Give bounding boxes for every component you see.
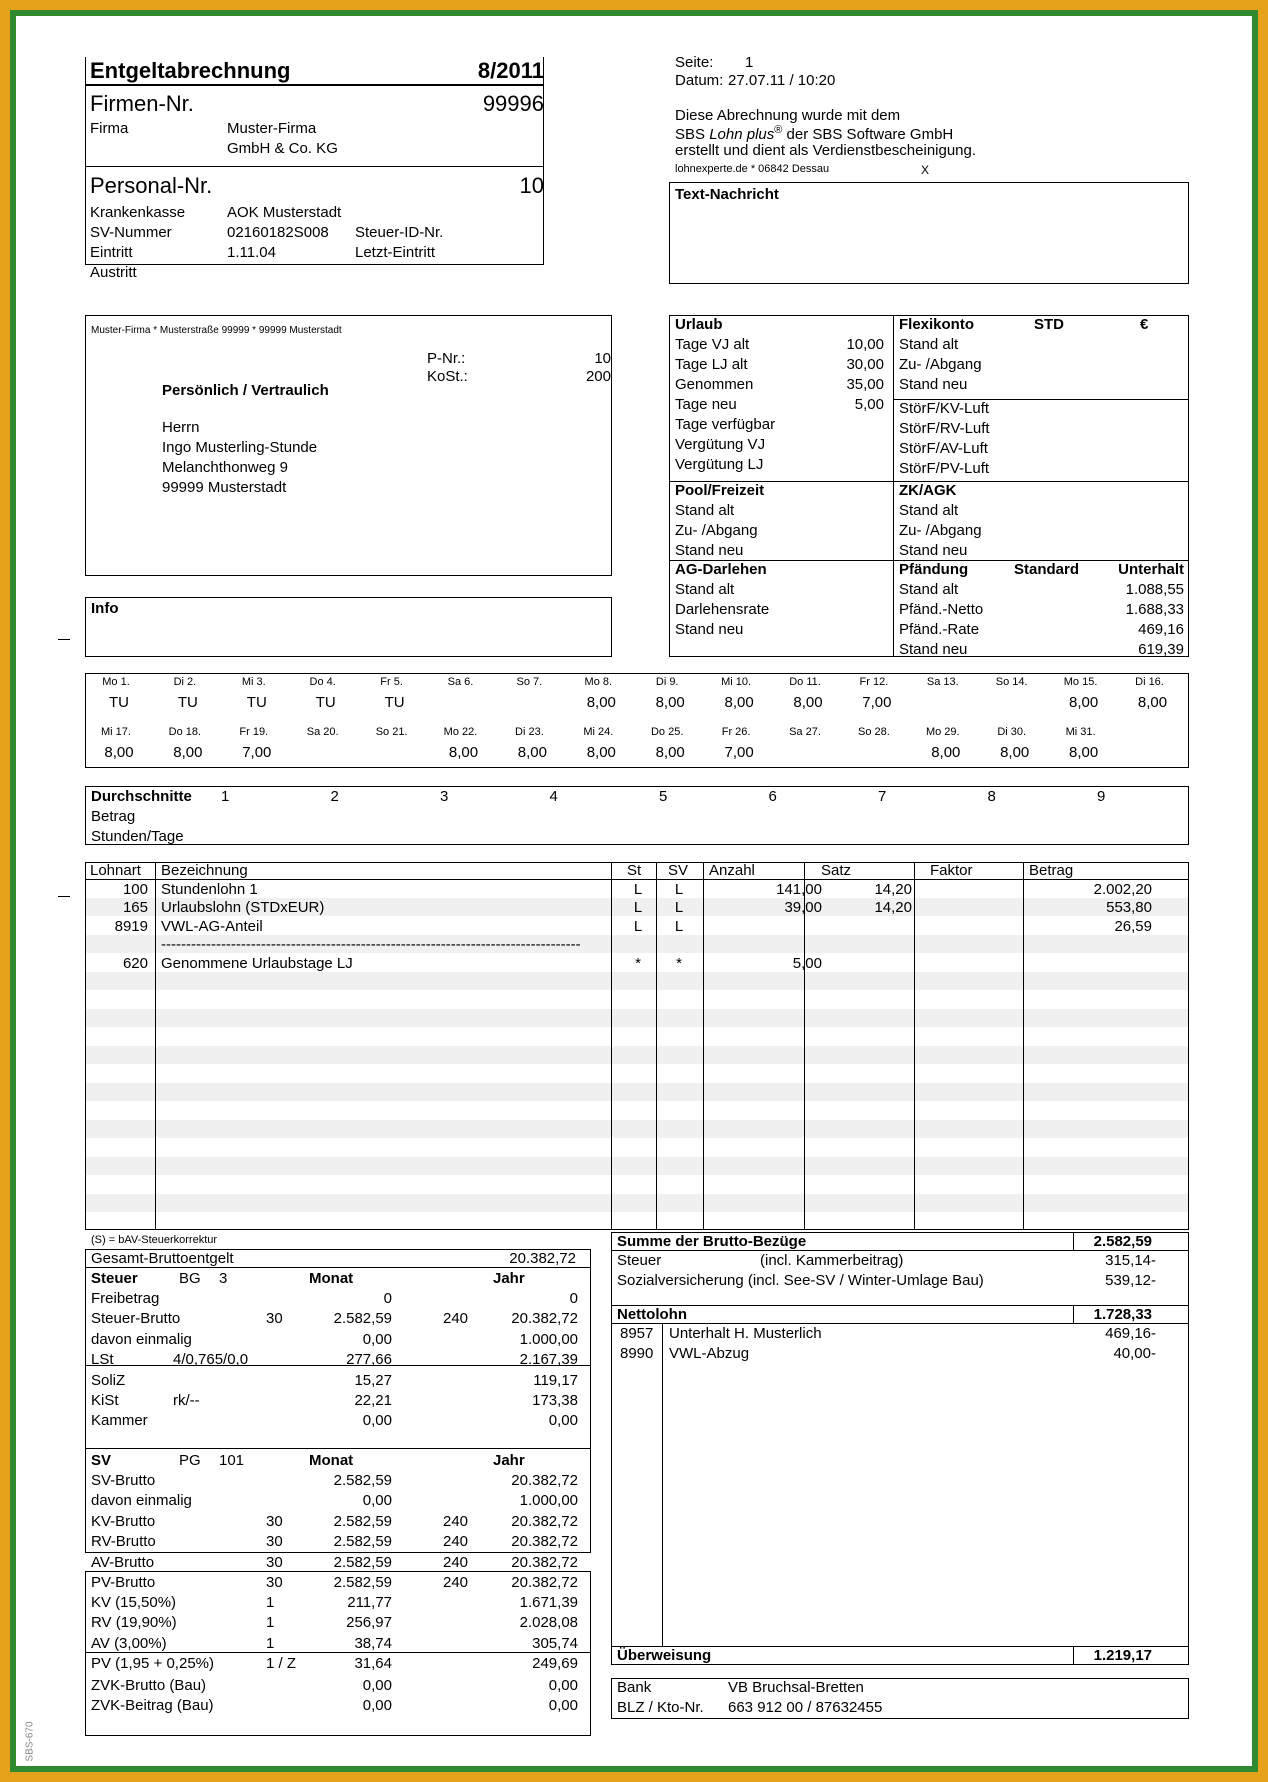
sv-row-tage-jahr: 240 (443, 1574, 469, 1591)
calendar-day-label: Fr 26. (721, 726, 751, 738)
payslip-page (16, 16, 1252, 1766)
bank-value: VB Bruchsal-Bretten (728, 1679, 864, 1696)
leave-row-value: 30,00 (846, 356, 884, 373)
zvk-label: ZVK-Beitrag (Bau) (91, 1697, 214, 1715)
lohnart-st: L (633, 899, 643, 916)
lohnart-code: 100 (122, 881, 148, 898)
bank-label: Bank (617, 1679, 652, 1696)
pnr-label: P-Nr.: (427, 350, 466, 367)
tax-row-label: Freibetrag (91, 1290, 160, 1307)
col-faktor: Faktor (930, 862, 973, 879)
tax-row-monat: 277,66 (346, 1351, 392, 1369)
calendar-day-label: Di 23. (515, 726, 544, 738)
average-col: 1 (221, 788, 230, 805)
calendar-day-value: 8,00 (104, 744, 134, 761)
date-value: 27.07.11 / 10:20 (728, 72, 836, 89)
lohnart-sv: L (674, 899, 684, 916)
document-title: Entgeltabrechnung (90, 58, 291, 83)
firm-label: Firma (90, 120, 129, 137)
lohnart-anzahl: 141,00 (776, 881, 822, 898)
deduction-label: Unterhalt H. Musterlich (669, 1325, 822, 1342)
lohnart-sv: L (674, 881, 684, 898)
tax-row-tage: 30 (266, 1310, 283, 1328)
contrib-jahr: 2.028,08 (519, 1614, 578, 1632)
calendar-day-label: Sa 27. (789, 726, 821, 738)
averages-stunden: Stunden/Tage (91, 828, 184, 845)
calendar-day-value: 8,00 (1000, 744, 1030, 761)
info-line-3: erstellt und dient als Verdienstbescheinigung. (675, 142, 977, 159)
sv-row-monat: 2.582,59 (333, 1574, 392, 1591)
contrib-label: RV (19,90%) (91, 1614, 177, 1632)
calendar-day-value: 7,00 (862, 694, 892, 711)
pg-label: PG (179, 1452, 201, 1469)
pool-row: Stand neu (675, 542, 744, 559)
calendar-day-label: So 7. (516, 676, 543, 688)
leave-row-label: Genommen (675, 376, 754, 393)
pf-standard-head: Standard (1014, 561, 1080, 578)
flexi-row: Zu- /Abgang (899, 356, 982, 373)
leave-row-label: Tage LJ alt (675, 356, 748, 373)
eintritt-label: Eintritt (90, 244, 133, 261)
lohnart-sv: * (676, 955, 682, 972)
contrib-monat: 211,77 (347, 1594, 392, 1611)
info-mark: X (921, 163, 930, 177)
lohnart-code: 8919 (114, 918, 148, 935)
lohnart-st: L (633, 918, 643, 935)
col-lohnart: Lohnart (90, 862, 141, 879)
averages-box (85, 786, 1189, 845)
calendar-day-label: Do 11. (789, 676, 821, 688)
lohnart-satz: 14,20 (874, 899, 912, 916)
zvk-monat: 0,00 (362, 1697, 392, 1715)
average-col: 3 (440, 788, 449, 805)
period: 8/2011 (477, 58, 544, 83)
blz-label: BLZ / Kto-Nr. (617, 1699, 704, 1716)
sv-row-tage-jahr: 240 (443, 1512, 469, 1530)
sozial-label: Sozialversicherung (incl. See-SV / Winter-Umlage Bau) (617, 1272, 984, 1289)
lohnart-sv: L (674, 918, 684, 935)
sv-row-jahr: 1.000,00 (519, 1492, 578, 1510)
gesamt-value: 20.382,72 (509, 1250, 576, 1267)
calendar-day-label: Di 16. (1135, 676, 1164, 688)
flexi-row: Stand alt (899, 336, 959, 353)
calendar-day-label: Mi 3. (241, 676, 266, 688)
ag-row: Darlehensrate (675, 601, 770, 618)
deduction-value: 469,16- (1105, 1325, 1156, 1342)
pool-head: Pool/Freizeit (675, 482, 765, 499)
lohnart-bezeichnung: Urlaubslohn (STDxEUR) (161, 899, 325, 916)
lohnart-anzahl: 5,00 (792, 955, 822, 972)
calendar-day-label: Do 25. (650, 726, 684, 738)
zk-head: ZK/AGK (899, 482, 957, 499)
netto-label: Nettolohn (617, 1306, 687, 1323)
average-col: 7 (878, 788, 887, 805)
firm-no-label: Firmen-Nr. (90, 91, 194, 116)
sv-row-jahr: 20.382,72 (511, 1553, 578, 1571)
steuer-label: Steuer (617, 1252, 662, 1269)
col-anzahl: Anzahl (709, 862, 755, 879)
calendar-day-value: 8,00 (793, 694, 823, 711)
contrib-kennz: 1 (266, 1594, 275, 1611)
calendar-day-label: Fr 19. (239, 726, 269, 738)
calendar-day-label: Sa 13. (926, 676, 959, 688)
bav-note: (S) = bAV-Steuerkorrektur (91, 1234, 218, 1246)
tax-row-jahr: 119,17 (533, 1371, 578, 1389)
lohnart-bezeichnung: VWL-AG-Anteil (161, 918, 263, 935)
calendar-day-label: So 14. (995, 676, 1028, 688)
lohnart-betrag: 2.002,20 (1093, 881, 1152, 898)
deduction-code: 8957 (620, 1325, 654, 1342)
pf-row-value: 469,16 (1138, 621, 1184, 638)
calendar-day-label: Do 4. (309, 676, 336, 688)
page-label: Seite: (675, 54, 714, 71)
lohnart-code: 620 (122, 955, 148, 972)
tax-row-jahr: 173,38 (532, 1392, 578, 1409)
calendar-day-label: Mo 8. (584, 676, 613, 688)
urlaub-head: Urlaub (675, 316, 723, 333)
contrib-jahr: 249,69 (532, 1655, 578, 1673)
info-line-4: lohnexperte.de * 06842 Dessau (675, 163, 830, 175)
contrib-kennz: 1 (266, 1634, 275, 1652)
calendar-day-label: Di 30. (997, 726, 1027, 738)
tax-row-monat: 0,00 (362, 1330, 392, 1348)
pf-unterhalt-head: Unterhalt (1118, 561, 1184, 578)
average-col: 5 (659, 788, 668, 805)
contrib-kennz: 1 (266, 1614, 275, 1632)
calendar-day-value: 8,00 (655, 744, 685, 761)
calendar-day-label: Do 18. (168, 726, 202, 738)
leave-row-label: Tage VJ alt (675, 336, 750, 353)
col-betrag: Betrag (1029, 862, 1074, 879)
calendar-day-label: Mi 31. (1065, 726, 1096, 738)
sender-line: Muster-Firma * Musterstraße 99999 * 99999 Musterstadt (91, 325, 342, 336)
pf-head: Pfändung (899, 561, 969, 578)
page-number: 1 (745, 54, 754, 71)
calendar-day-value: 8,00 (586, 694, 616, 711)
col-sv: SV (668, 862, 689, 879)
pf-row-value: 1.088,55 (1125, 581, 1184, 598)
brutto-label: Summe der Brutto-Bezüge (617, 1233, 807, 1250)
sv-row-tage: 30 (266, 1553, 283, 1571)
eur-head: € (1140, 316, 1149, 333)
col-bezeichnung: Bezeichnung (161, 862, 248, 879)
steuer-id-label: Steuer-ID-Nr. (355, 224, 444, 241)
sv-row-monat: 2.582,59 (333, 1472, 392, 1489)
stoer-row: StörF/PV-Luft (899, 460, 990, 477)
bg-label: BG (179, 1270, 201, 1287)
calendar-day-value: 8,00 (586, 744, 616, 761)
pf-row-label: Stand neu (899, 641, 968, 658)
contrib-monat: 38,74 (354, 1634, 392, 1652)
kost: 200 (585, 368, 611, 385)
tax-row-monat: 0 (383, 1290, 392, 1307)
letzt-eintritt-label: Letzt-Eintritt (355, 244, 436, 261)
lohnart-bezeichnung: ------------------------------------------------------------------------------------ (161, 936, 581, 953)
calendar-day-label: Mo 1. (102, 676, 130, 688)
contrib-label: KV (15,50%) (91, 1594, 177, 1611)
brutto-value: 2.582,59 (1093, 1233, 1152, 1250)
sv-label: SV-Nummer (90, 224, 172, 241)
tax-row-monat: 15,27 (354, 1371, 392, 1389)
lohnart-bezeichnung: Genommene Urlaubstage LJ (161, 955, 353, 972)
sv-row-monat: 2.582,59 (333, 1553, 392, 1571)
leave-row-value: 5,00 (854, 396, 884, 413)
zvk-label: ZVK-Brutto (Bau) (91, 1677, 207, 1694)
contrib-jahr: 1.671,39 (519, 1594, 578, 1611)
calendar-day-value: TU (246, 694, 267, 711)
calendar-day-value: 8,00 (1068, 744, 1099, 761)
calendar-day-label: Mi 24. (583, 726, 614, 738)
sv-monat-head: Monat (309, 1452, 354, 1469)
address-line-1: Herrn (162, 419, 200, 436)
tax-row-jahr: 0,00 (548, 1412, 578, 1430)
sv-head: SV (91, 1452, 112, 1469)
sv-row-label: RV-Brutto (91, 1533, 156, 1551)
calendar-day-label: Mi 10. (721, 676, 752, 688)
ueberweisung-value: 1.219,17 (1093, 1647, 1152, 1664)
zk-row: Stand alt (899, 502, 959, 519)
steuer-note: (incl. Kammerbeitrag) (760, 1252, 904, 1269)
tax-row-tage: rk/-- (173, 1392, 200, 1409)
zvk-monat: 0,00 (362, 1677, 392, 1694)
calendar-day-value: 8,00 (448, 744, 479, 761)
bg-value: 3 (219, 1270, 228, 1287)
sv-row-label: davon einmalig (91, 1492, 192, 1510)
ag-row: Stand neu (675, 621, 744, 638)
contrib-label: PV (1,95 + 0,25%) (91, 1655, 214, 1673)
steuer-head: Steuer (91, 1270, 138, 1287)
sv-row-label: PV-Brutto (91, 1574, 156, 1591)
zk-row: Zu- /Abgang (899, 522, 982, 539)
pool-row: Zu- /Abgang (675, 522, 758, 539)
sv-row-label: KV-Brutto (91, 1512, 156, 1530)
col-st: St (627, 862, 642, 879)
stoer-row: StörF/AV-Luft (899, 440, 988, 457)
kost-label: KoSt.: (427, 368, 468, 385)
form-code: SBS-670 (24, 1721, 36, 1762)
sv-row-label: SV-Brutto (91, 1472, 156, 1489)
sv-row-tage-jahr: 240 (443, 1533, 469, 1551)
leave-row-value: 10,00 (846, 336, 884, 353)
calendar-day-value: 8,00 (1068, 694, 1099, 711)
steuer-value: 315,14- (1105, 1252, 1156, 1269)
text-message-label: Text-Nachricht (675, 186, 779, 203)
info-box (85, 597, 612, 657)
kk: AOK Musterstadt (227, 204, 342, 221)
calendar-day-label: So 21. (375, 726, 408, 738)
average-col: 2 (330, 788, 339, 805)
zvk-jahr: 0,00 (548, 1677, 578, 1694)
tax-row-label: davon einmalig (91, 1330, 192, 1348)
contrib-monat: 256,97 (346, 1614, 392, 1632)
pf-row-label: Pfänd.-Rate (899, 621, 980, 638)
ueberweisung-label: Überweisung (617, 1647, 712, 1664)
leave-row-label: Tage verfügbar (675, 416, 776, 433)
contrib-label: AV (3,00%) (91, 1634, 167, 1652)
tax-row-tage-jahr: 240 (443, 1310, 469, 1328)
lohnart-bezeichnung: Stundenlohn 1 (161, 881, 258, 898)
calendar-day-label: Mo 29. (925, 726, 960, 738)
calendar-day-value: TU (384, 694, 405, 711)
address-line-3: Melanchthonweg 9 (162, 459, 288, 476)
sv-row-monat: 0,00 (362, 1492, 392, 1510)
calendar-day-value: TU (109, 694, 129, 711)
leave-row-label: Tage neu (675, 396, 737, 413)
leave-row-value: 35,00 (846, 376, 884, 393)
ag-head: AG-Darlehen (675, 561, 767, 578)
calendar-day-value: 7,00 (724, 744, 754, 761)
netto-value: 1.728,33 (1093, 1306, 1152, 1323)
sv-row-monat: 2.582,59 (333, 1533, 392, 1551)
average-col: 6 (768, 788, 777, 805)
address-line-4: 99999 Musterstadt (162, 479, 287, 496)
personal-no: 10 (519, 173, 544, 198)
calendar-day-value: 8,00 (931, 744, 961, 761)
zk-row: Stand neu (899, 542, 968, 559)
sv-row-tage: 30 (266, 1512, 283, 1530)
calendar-day-label: Sa 20. (306, 726, 339, 738)
tax-row-jahr: 0 (569, 1290, 578, 1307)
firm-name-2: GmbH & Co. KG (227, 140, 338, 157)
calendar-day-value: 8,00 (724, 694, 754, 711)
contrib-jahr: 305,74 (532, 1634, 578, 1652)
tax-row-jahr: 20.382,72 (511, 1310, 578, 1328)
blz-value: 663 912 00 / 87632455 (728, 1699, 883, 1716)
calendar-day-value: 7,00 (242, 744, 272, 761)
tax-row-label: SoliZ (91, 1371, 126, 1389)
calendar-day-label: Fr 12. (859, 676, 889, 688)
kk-label: Krankenkasse (90, 204, 186, 221)
tax-row-label: LSt (91, 1351, 114, 1369)
personal-no-label: Personal-Nr. (90, 173, 213, 198)
tax-row-tage: 4/0,765/0,0 (173, 1351, 249, 1369)
austritt-label: Austritt (90, 264, 137, 281)
tax-row-monat: 0,00 (362, 1412, 392, 1430)
calendar-day-value: TU (315, 694, 336, 711)
pf-row-value: 1.688,33 (1125, 601, 1184, 618)
col-satz: Satz (821, 862, 852, 879)
pf-row-label: Pfänd.-Netto (899, 601, 984, 618)
sv-row-jahr: 20.382,72 (511, 1512, 578, 1530)
pf-row-value: 619,39 (1138, 641, 1184, 658)
sv-jahr-head: Jahr (493, 1452, 525, 1469)
calendar-day-value: 8,00 (517, 744, 547, 761)
averages-label: Durchschnitte (91, 788, 192, 805)
contrib-monat: 31,64 (354, 1655, 392, 1673)
info-label: Info (91, 600, 119, 617)
pool-row: Stand alt (675, 502, 735, 519)
pf-row-label: Stand alt (899, 581, 959, 598)
sv-row-tage: 30 (266, 1533, 283, 1551)
date-label: Datum: (675, 72, 724, 89)
sv-row-tage-jahr: 240 (443, 1553, 469, 1571)
sozial-value: 539,12- (1105, 1272, 1156, 1289)
flexi-row: Stand neu (899, 376, 968, 393)
sv-row-label: AV-Brutto (91, 1553, 155, 1571)
calendar-day-label: Di 2. (173, 676, 197, 688)
lohnart-satz: 14,20 (874, 881, 912, 898)
calendar-day-label: Mo 15. (1063, 676, 1098, 688)
steuer-monat-head: Monat (309, 1270, 354, 1287)
tax-row-jahr: 1.000,00 (519, 1330, 578, 1348)
contrib-kennz: 1 / Z (266, 1655, 297, 1673)
sv-number: 02160182S008 (227, 224, 329, 241)
stoer-row: StörF/KV-Luft (899, 400, 990, 417)
tax-row-label: Kammer (91, 1412, 148, 1430)
ag-row: Stand alt (675, 581, 735, 598)
leave-row-label: Vergütung VJ (675, 436, 766, 453)
calendar-day-label: Mi 17. (101, 726, 131, 738)
tax-row-monat: 22,21 (354, 1392, 392, 1409)
steuer-jahr-head: Jahr (493, 1270, 525, 1287)
calendar-day-label: Mo 22. (443, 726, 478, 738)
calendar-day-label: Sa 6. (447, 676, 474, 688)
flexi-head: Flexikonto (899, 316, 975, 333)
average-col: 4 (549, 788, 558, 805)
info-line-2: SBS Lohn plus® der SBS Software GmbH (675, 124, 954, 143)
average-col: 9 (1097, 788, 1106, 805)
average-col: 8 (987, 788, 996, 805)
deduction-label: VWL-Abzug (669, 1345, 750, 1362)
lohnart-betrag: 553,80 (1106, 899, 1152, 916)
firm-no: 99996 (482, 91, 544, 116)
deduction-value: 40,00- (1113, 1345, 1156, 1362)
zvk-jahr: 0,00 (548, 1697, 578, 1715)
sv-row-jahr: 20.382,72 (511, 1574, 578, 1591)
calendar-day-label: So 28. (857, 726, 890, 738)
sv-row-jahr: 20.382,72 (511, 1472, 578, 1489)
sv-row-monat: 2.582,59 (333, 1512, 392, 1530)
calendar-day-label: Fr 5. (380, 676, 403, 688)
info-line-1: Diese Abrechnung wurde mit dem (675, 107, 901, 124)
pnr: 10 (594, 350, 611, 367)
sv-row-tage: 30 (266, 1574, 283, 1591)
summary-box (611, 1232, 1189, 1665)
lohnart-code: 165 (122, 899, 148, 916)
lohnart-st: L (633, 881, 643, 898)
confidential-label: Persönlich / Vertraulich (162, 382, 329, 399)
deduction-code: 8990 (620, 1345, 654, 1362)
eintritt: 1.11.04 (227, 244, 276, 261)
lohnart-st: * (635, 955, 641, 972)
tax-row-label: Steuer-Brutto (91, 1310, 181, 1328)
leave-row-label: Vergütung LJ (675, 456, 764, 473)
calendar-day-label: Di 9. (655, 676, 679, 688)
firm-name-1: Muster-Firma (227, 120, 317, 137)
address-line-2: Ingo Musterling-Stunde (162, 439, 318, 456)
calendar-day-value: 8,00 (173, 744, 203, 761)
gesamt-label: Gesamt-Bruttoentgelt (91, 1250, 234, 1267)
pg-value: 101 (219, 1452, 245, 1469)
sv-row-jahr: 20.382,72 (511, 1533, 578, 1551)
averages-betrag: Betrag (91, 808, 136, 825)
tax-row-label: KiSt (91, 1392, 119, 1409)
stoer-row: StörF/RV-Luft (899, 420, 990, 437)
tax-row-jahr: 2.167,39 (519, 1351, 578, 1369)
calendar-day-value: 8,00 (655, 694, 685, 711)
std-head: STD (1034, 316, 1064, 333)
lohnart-anzahl: 39,00 (784, 899, 822, 916)
calendar-day-value: 8,00 (1137, 694, 1168, 711)
lohnart-betrag: 26,59 (1114, 918, 1152, 935)
tax-row-monat: 2.582,59 (333, 1310, 392, 1328)
calendar-day-value: TU (177, 694, 198, 711)
